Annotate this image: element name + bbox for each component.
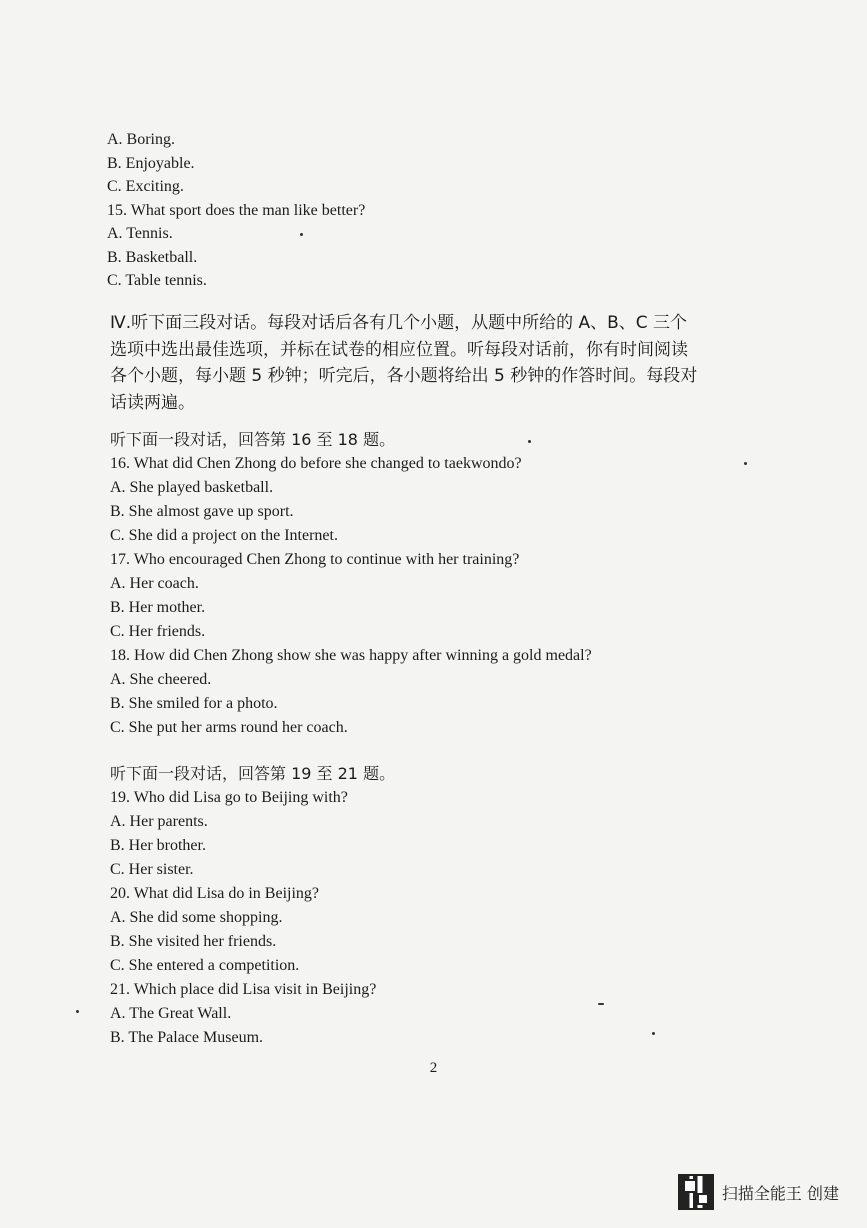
- question-line: 19. Who did Lisa go to Beijing with?: [110, 789, 348, 806]
- dialogue-heading: 听下面一段对话，回答第 19 至 21 题。: [110, 764, 396, 783]
- question-15-block: [107, 128, 757, 293]
- scan-speck: [300, 233, 303, 236]
- question-line: 15. What sport does the man like better?: [107, 201, 366, 219]
- option-line: C. Her friends.: [110, 623, 206, 640]
- option-line: B. Enjoyable.: [107, 154, 195, 172]
- dialogue-heading: 听下面一段对话，回答第 16 至 18 题。: [110, 430, 396, 449]
- option-line: A. Her coach.: [110, 575, 199, 592]
- option-line: A. Her parents.: [110, 813, 208, 830]
- option-line: B. She almost gave up sport.: [110, 503, 294, 520]
- option-line: C. She did a project on the Internet.: [110, 527, 338, 544]
- option-line: C. Her sister.: [110, 861, 194, 878]
- option-line: B. She smiled for a photo.: [110, 695, 278, 712]
- option-line: A. She played basketball.: [110, 479, 274, 496]
- option-line: C. She entered a competition.: [110, 957, 300, 974]
- scan-speck: [76, 1010, 79, 1013]
- option-line: A. She cheered.: [110, 671, 212, 688]
- scan-speck: [744, 462, 747, 465]
- question-line: 21. Which place did Lisa visit in Beijing?: [110, 981, 377, 998]
- scanner-watermark: [678, 1174, 839, 1210]
- dialogue-1-block: [110, 428, 760, 740]
- question-line: 16. What did Chen Zhong do before she changed to taekwondo?: [110, 455, 522, 472]
- scan-speck: [598, 1003, 604, 1005]
- option-line: A. Tennis.: [107, 225, 173, 242]
- option-line: B. Basketball.: [107, 248, 198, 266]
- instruction-line: 话读两遍。: [110, 392, 195, 413]
- option-line: A. The Great Wall.: [110, 1005, 232, 1022]
- section-4-instructions: [110, 310, 750, 416]
- option-line: B. The Palace Museum.: [110, 1029, 264, 1046]
- scan-speck: [528, 440, 531, 443]
- option-line: A. She did some shopping.: [110, 909, 283, 926]
- option-line: C. Table tennis.: [107, 272, 207, 289]
- scan-speck: [652, 1032, 655, 1035]
- dialogue-2-block: [110, 762, 760, 1050]
- option-line: B. Her brother.: [110, 837, 206, 854]
- qr-code-icon: [678, 1174, 714, 1210]
- page-number: 2: [429, 1060, 438, 1076]
- instruction-line: Ⅳ.听下面三段对话。每段对话后各有几个小题，从题中所给的 A、B、C 三个: [110, 313, 688, 333]
- question-line: 17. Who encouraged Chen Zhong to continue with her training?: [110, 551, 520, 568]
- question-line: 20. What did Lisa do in Beijing?: [110, 885, 320, 902]
- option-line: A. Boring.: [107, 131, 175, 148]
- instruction-line: 各个小题，每小题 5 秒钟；听完后，各小题将给出 5 秒钟的作答时间。每段对: [110, 366, 698, 386]
- option-line: B. Her mother.: [110, 599, 206, 616]
- instruction-line: 选项中选出最佳选项，并标在试卷的相应位置。听每段对话前，你有时间阅读: [110, 339, 688, 360]
- question-line: 18. How did Chen Zhong show she was happy after winning a gold medal?: [110, 647, 592, 664]
- option-line: C. She put her arms round her coach.: [110, 719, 348, 736]
- option-line: B. She visited her friends.: [110, 933, 277, 950]
- brand-text: 扫描全能王 创建: [721, 1183, 839, 1203]
- option-line: C. Exciting.: [107, 178, 184, 195]
